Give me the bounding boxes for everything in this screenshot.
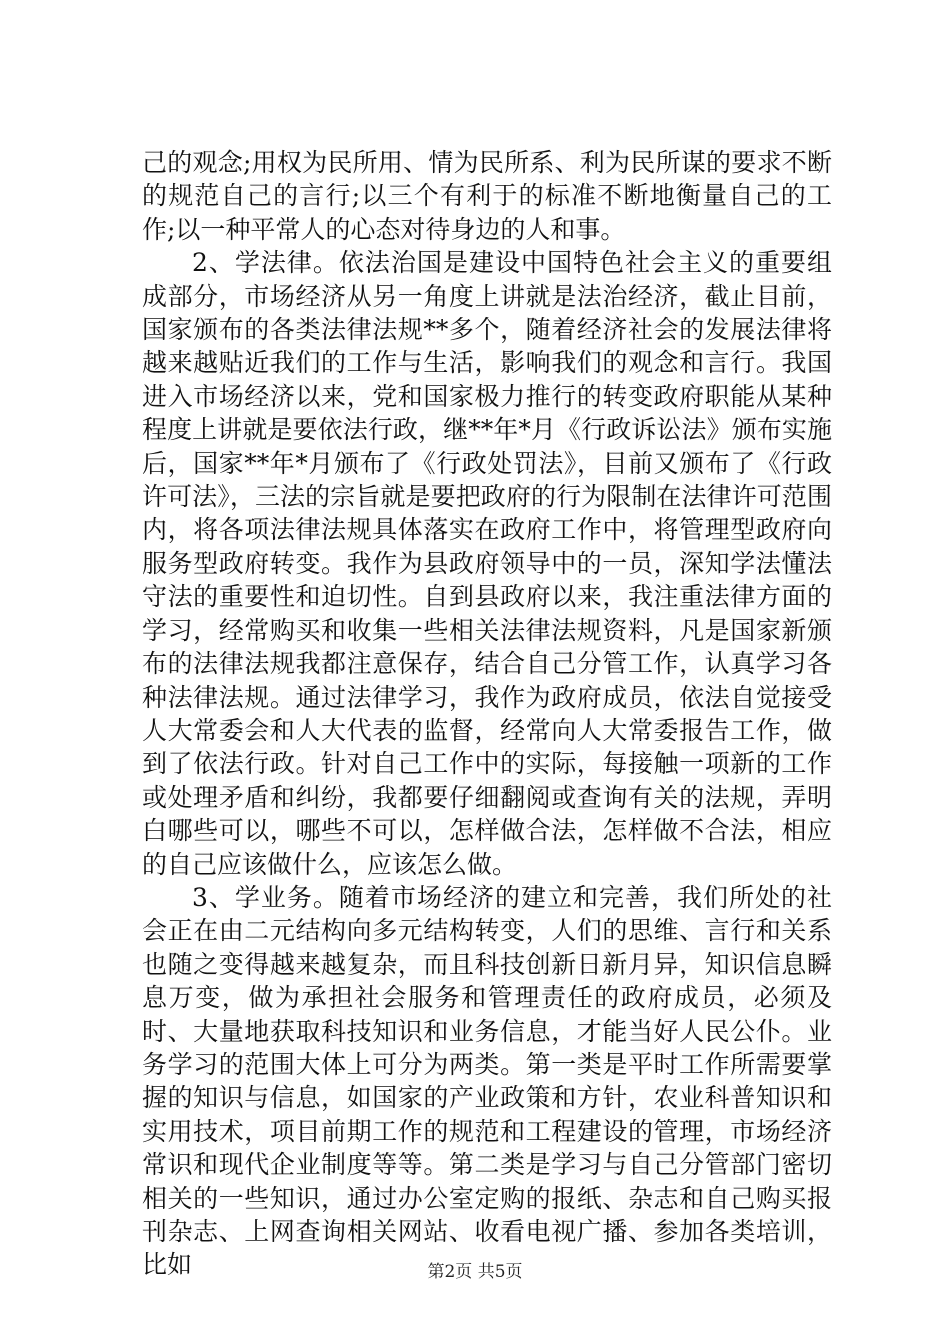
paragraph-study-business: 3、学业务。随着市场经济的建立和完善，我们所处的社会正在由二元结构向多元结构转变，人们的思维、言行和关系也随之变得越来越复杂，而且科技创新日新月异，知识信息瞬息万变，做为承担社会服务和管理责任的政府成员，必须及时、大量地获取科技知识和业务信息，才能当好人民公仆。业务学习的范围大体上可分为两类。第一类是平时工作所需要掌握的知识与信息，如国家的产业政策和方针，农业科普知识和实用技术，项目前期工作的规范和工程建设的管理，市场经济常识和现代企业制度等等。第二类是学习与自己分管部门密切相关的一些知识，通过办公室定购的报纸、杂志和自己购买报刊杂志、上网查询相关网站、收看电视广播、参加各类培训，比如 — [142, 882, 832, 1280]
page-number-footer: 第2页 共5页 — [427, 1262, 523, 1282]
document-body — [142, 146, 832, 1282]
paragraph-study-law: 2、学法律。依法治国是建设中国特色社会主义的重要组成部分，市场经济从另一角度上讲就是法治经济，截止目前，国家颁布的各类法律法规**多个，随着经济社会的发展法律将越来越贴近我们的工作与生活，影响我们的观念和言行。我国进入市场经济以来，党和国家极力推行的转变政府职能从某种程度上讲就是要依法行政，继**年*月《行政诉讼法》颁布实施后，国家**年*月颁布了《行政处罚法》，目前又颁布了《行政许可法》，三法的宗旨就是要把政府的行为限制在法律许可范围内，将各项法律法规具体落实在政府工作中，将管理型政府向服务型政府转变。我作为县政府领导中的一员，深知学法懂法守法的重要性和迫切性。自到县政府以来，我注重法律方面的学习，经常购买和收集一些相关法律法规资料，凡是国家新颁布的法律法规我都注意保存，结合自己分管工作，认真学习各种法律法规。通过法律学习，我作为政府成员，依法自觉接受人大常委会和人大代表的监督，经常向人大常委报告工作，做到了依法行政。针对自己工作中的实际，每接触一项新的工作或处理矛盾和纠纷，我都要仔细翻阅或查询有关的法规，弄明白哪些可以，哪些不可以，怎样做合法，怎样做不合法，相应的自己应该做什么，应该怎么做。 — [142, 248, 832, 879]
paragraph-continuation: 己的观念;用权为民所用、情为民所系、利为民所谋的要求不断的规范自己的言行;以三个有利于的标准不断地衡量自己的工作;以一种平常人的心态对待身边的人和事。 — [142, 148, 832, 244]
